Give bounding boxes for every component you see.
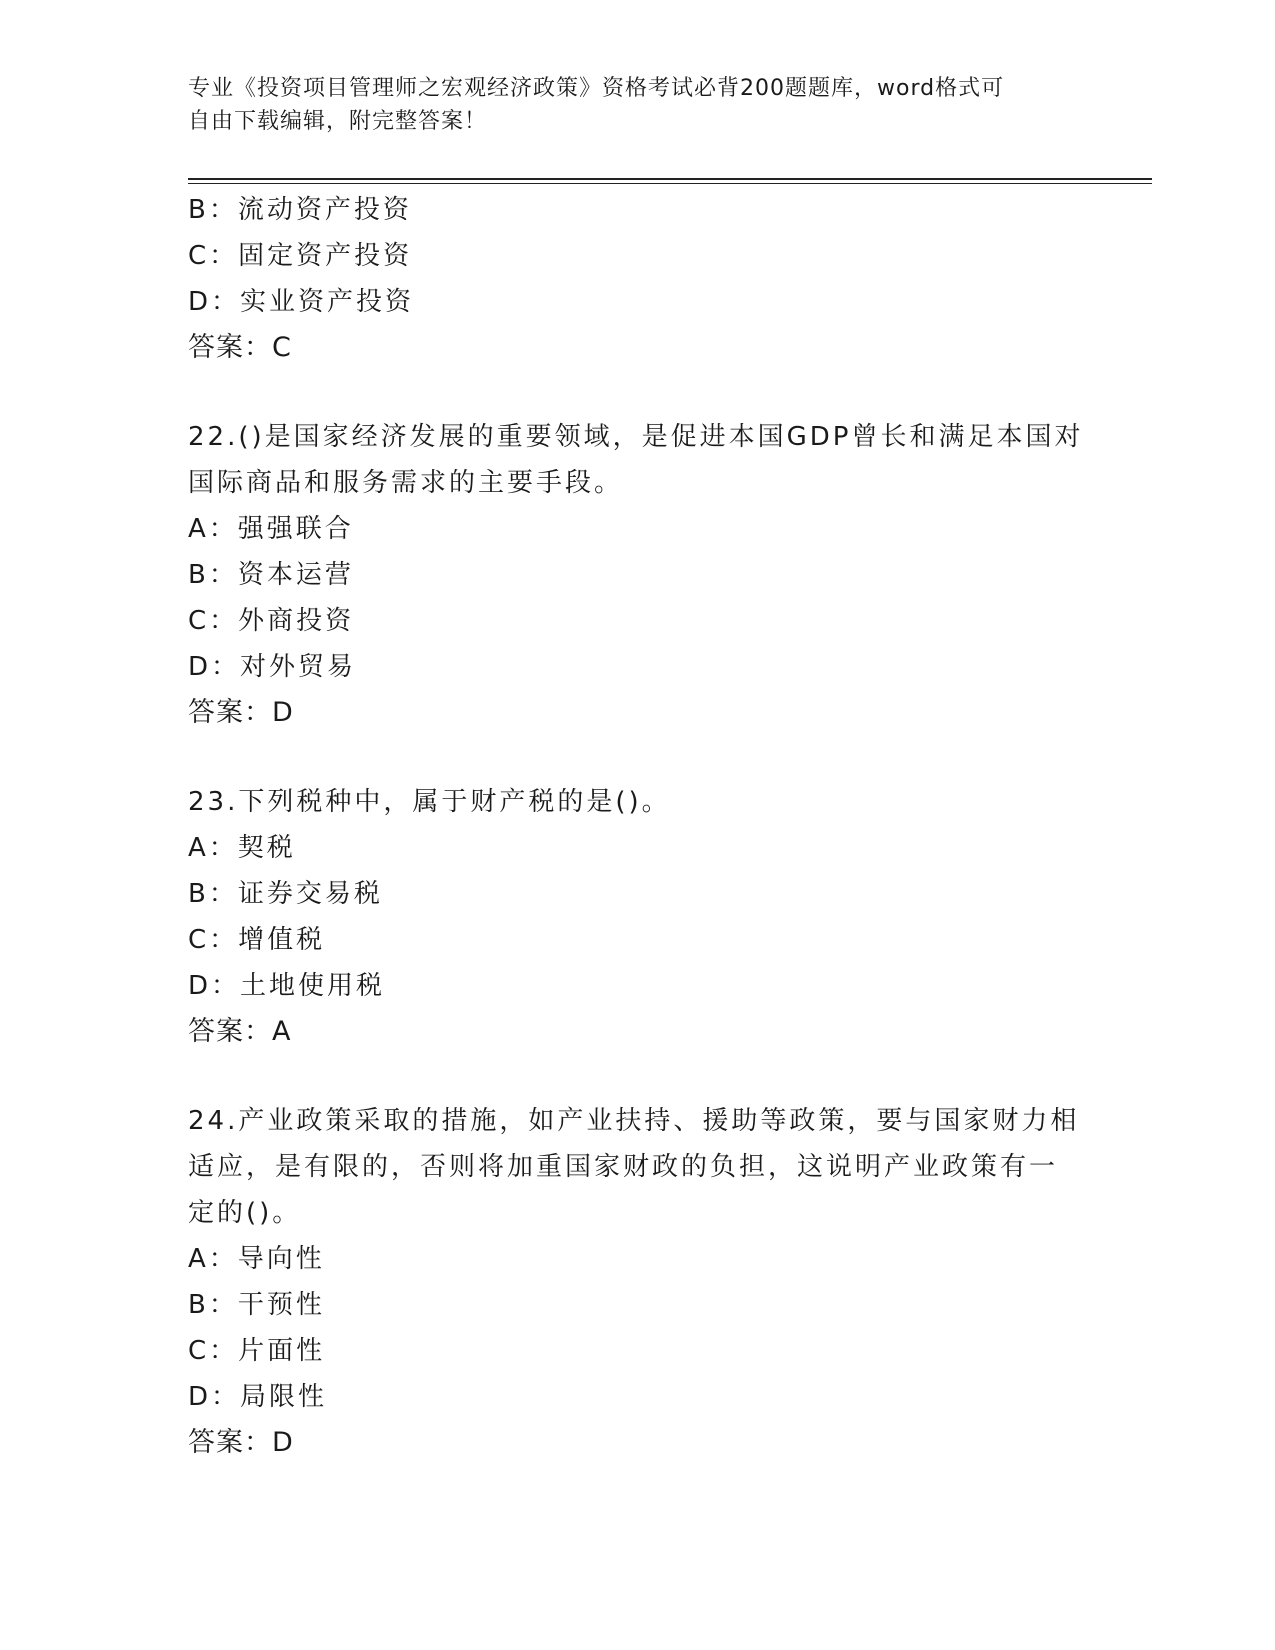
- option-c: C：固定资产投资: [188, 241, 413, 271]
- question-stem-line-2: 适应，是有限的，否则将加重国家财政的负担，这说明产业政策有一: [188, 1152, 1059, 1182]
- option-a: A：契税: [188, 833, 296, 863]
- option-c: C：片面性: [188, 1336, 326, 1366]
- header-line-1: 专业《投资项目管理师之宏观经济政策》资格考试必背200题题库，word格式可: [188, 76, 1005, 101]
- option-d: D：局限性: [188, 1382, 328, 1412]
- question-stem-line-2: 国际商品和服务需求的主要手段。: [188, 468, 624, 498]
- question-stem-line-1: 24.产业政策采取的措施，如产业扶持、援助等政策，要与国家财力相: [188, 1106, 1080, 1136]
- option-b: B：证券交易税: [188, 879, 383, 909]
- answer-line: 答案：A: [188, 1016, 292, 1047]
- header-divider-thin: [188, 183, 1152, 184]
- header-divider-thick: [188, 178, 1152, 180]
- option-d: D：对外贸易: [188, 652, 357, 682]
- question-24: [188, 1098, 1088, 1466]
- question-stem-line-3: 定的()。: [188, 1198, 302, 1228]
- document-header: [188, 72, 1068, 138]
- option-b: B：干预性: [188, 1290, 325, 1320]
- option-c: C：外商投资: [188, 606, 355, 636]
- question-stem-line-1: 22.()是国家经济发展的重要领域，是促进本国GDP曾长和满足本国对: [188, 422, 1084, 452]
- answer-line: 答案：C: [188, 332, 292, 363]
- option-b: B：流动资产投资: [188, 195, 412, 225]
- option-a: A：导向性: [188, 1244, 325, 1274]
- question-21: [188, 187, 1088, 371]
- option-a: A：强强联合: [188, 514, 354, 544]
- answer-line: 答案：D: [188, 697, 294, 728]
- option-b: B：资本运营: [188, 560, 354, 590]
- option-d: D：实业资产投资: [188, 287, 415, 317]
- option-d: D：土地使用税: [188, 971, 386, 1001]
- question-23: [188, 779, 1088, 1055]
- question-stem-line-1: 23.下列税种中，属于财产税的是()。: [188, 787, 671, 817]
- header-line-2: 自由下载编辑，附完整答案！: [188, 109, 488, 134]
- question-22: [188, 414, 1088, 736]
- option-c: C：增值税: [188, 925, 326, 955]
- question-list: [188, 187, 1088, 1466]
- answer-line: 答案：D: [188, 1427, 294, 1458]
